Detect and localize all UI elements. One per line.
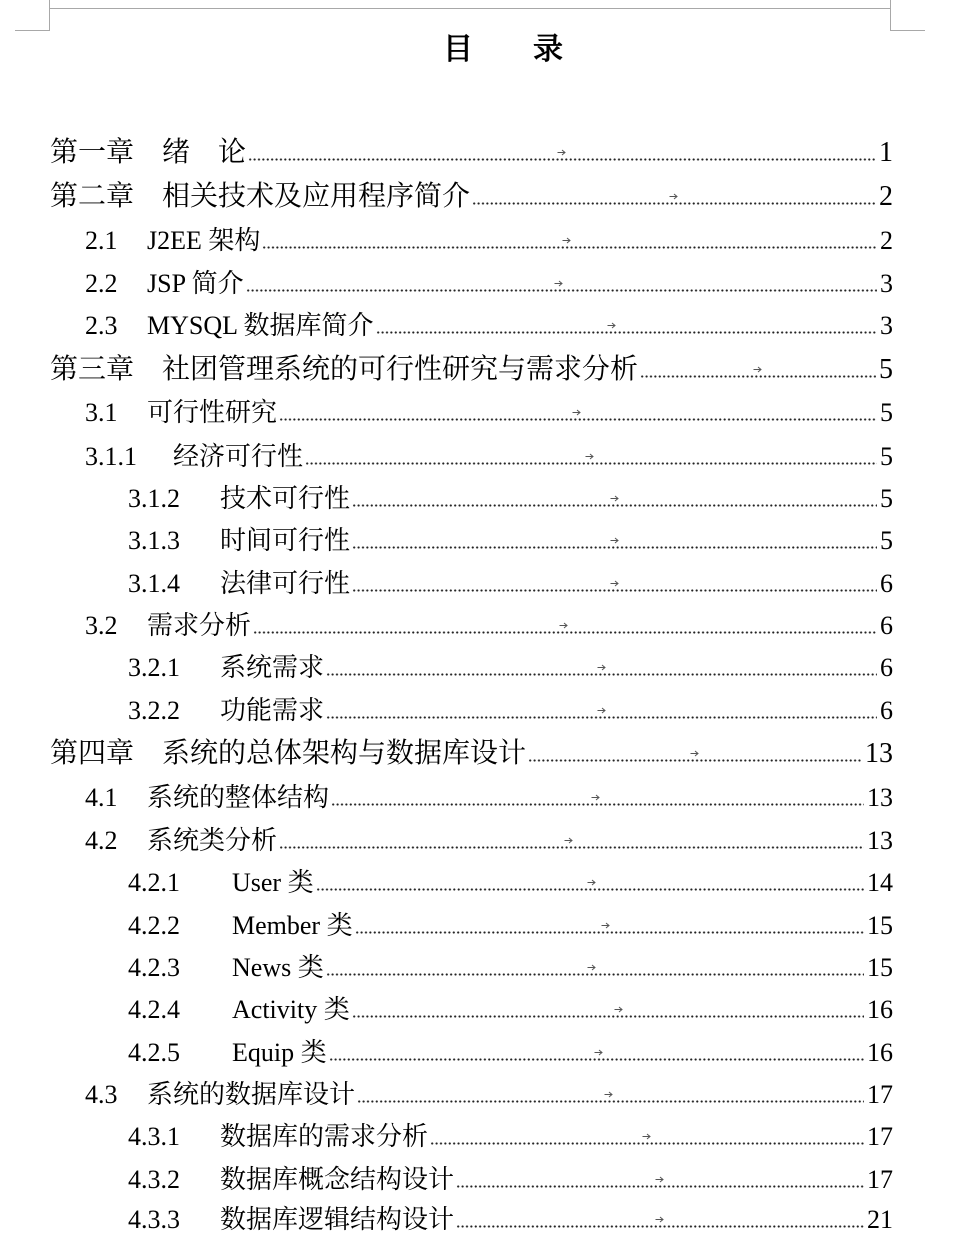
toc-entry bbox=[128, 953, 893, 982]
toc-entry-number: 4.2.2 bbox=[128, 911, 180, 940]
toc-entry-page: 6 bbox=[880, 611, 893, 640]
dot-leader bbox=[456, 1225, 864, 1228]
dot-leader bbox=[262, 246, 877, 249]
toc-entry bbox=[85, 269, 893, 298]
toc-entry bbox=[85, 611, 893, 640]
toc-entry-title: 系统需求 bbox=[220, 653, 325, 682]
tab-mark-icon bbox=[610, 580, 619, 587]
toc-entry-page: 21 bbox=[867, 1205, 893, 1233]
toc-entry bbox=[85, 1080, 893, 1109]
toc-entry-page: 3 bbox=[880, 269, 893, 298]
toc-entry-page: 5 bbox=[880, 442, 893, 471]
toc-entry bbox=[50, 354, 893, 385]
tab-mark-icon bbox=[610, 495, 619, 502]
dot-leader bbox=[472, 202, 876, 205]
header-rule bbox=[50, 8, 890, 9]
dot-leader bbox=[329, 1058, 864, 1061]
toc-entry-number: 2.2 bbox=[85, 269, 118, 298]
dot-leader bbox=[246, 289, 877, 292]
toc-entry bbox=[128, 653, 893, 682]
toc-entry-page: 5 bbox=[880, 526, 893, 555]
toc-entry-number: 3.1.4 bbox=[128, 569, 180, 598]
toc-entry-title: 可行性研究 bbox=[147, 398, 278, 427]
toc-entry-title: 时间可行性 bbox=[220, 526, 351, 555]
toc-entry-page: 5 bbox=[880, 398, 893, 427]
dot-leader bbox=[352, 589, 877, 592]
toc-entry bbox=[128, 1038, 893, 1067]
toc-entry-title: 数据库概念结构设计 bbox=[220, 1165, 455, 1194]
toc-entry bbox=[85, 783, 893, 812]
toc-entry-title: 绪 论 bbox=[162, 137, 247, 168]
tab-mark-icon bbox=[594, 1049, 603, 1056]
dot-leader bbox=[352, 1015, 864, 1018]
toc-entry-number: 第四章 bbox=[50, 738, 135, 769]
toc-entry-title: 需求分析 bbox=[147, 611, 252, 640]
toc-entry-title: 技术可行性 bbox=[220, 484, 351, 513]
toc-entry-number: 4.2.3 bbox=[128, 953, 180, 982]
toc-entry-title: JSP 简介 bbox=[147, 269, 244, 298]
crop-mark-right-horizontal bbox=[890, 30, 925, 31]
toc-entry-page: 14 bbox=[867, 868, 893, 897]
toc-entry-title: Equip 类 bbox=[232, 1038, 327, 1067]
tab-mark-icon bbox=[587, 879, 596, 886]
toc-entry-number: 4.3.1 bbox=[128, 1122, 180, 1151]
toc-entry-title: 经济可行性 bbox=[173, 442, 304, 471]
toc-entry-number: 4.2.5 bbox=[128, 1038, 180, 1067]
dot-leader bbox=[253, 631, 877, 634]
tab-mark-icon bbox=[642, 1133, 651, 1140]
toc-entry bbox=[50, 137, 893, 168]
dot-leader bbox=[331, 803, 864, 806]
tab-mark-icon bbox=[601, 922, 610, 929]
toc-entry bbox=[128, 995, 893, 1024]
crop-mark-left-vertical bbox=[49, 0, 50, 30]
toc-entry-page: 1 bbox=[879, 137, 893, 168]
toc-entry bbox=[85, 311, 893, 340]
toc-entry bbox=[85, 226, 893, 255]
toc-entry-title: 法律可行性 bbox=[220, 569, 351, 598]
toc-entry-title: 系统的整体结构 bbox=[147, 783, 330, 812]
dot-leader bbox=[279, 418, 877, 421]
toc-entry-number: 4.2.1 bbox=[128, 868, 180, 897]
tab-mark-icon bbox=[604, 1091, 613, 1098]
toc-entry-number: 第三章 bbox=[50, 354, 135, 385]
tab-mark-icon bbox=[554, 280, 563, 287]
tab-mark-icon bbox=[669, 193, 678, 200]
toc-entry-page: 15 bbox=[867, 953, 893, 982]
toc-entry-number: 2.3 bbox=[85, 311, 118, 340]
toc-entry bbox=[50, 738, 893, 769]
toc-entry bbox=[85, 442, 893, 471]
toc-entry-number: 第一章 bbox=[50, 137, 135, 168]
toc-entry-page: 13 bbox=[867, 826, 893, 855]
toc-entry-title: 系统类分析 bbox=[147, 826, 278, 855]
toc-entry-number: 4.2 bbox=[85, 826, 118, 855]
toc-entry-title: J2EE 架构 bbox=[147, 226, 261, 255]
toc-entry bbox=[128, 1205, 893, 1233]
tab-mark-icon bbox=[655, 1176, 664, 1183]
tab-mark-icon bbox=[610, 537, 619, 544]
crop-mark-right-vertical bbox=[890, 0, 891, 30]
dot-leader bbox=[326, 973, 864, 976]
toc-entry-number: 3.2.2 bbox=[128, 696, 180, 725]
toc-entry-page: 17 bbox=[867, 1122, 893, 1151]
tab-mark-icon bbox=[614, 1006, 623, 1013]
toc-entry-number: 3.1.3 bbox=[128, 526, 180, 555]
toc-entry-title: News 类 bbox=[232, 953, 324, 982]
dot-leader bbox=[326, 673, 877, 676]
toc-entry-title: 功能需求 bbox=[220, 696, 325, 725]
dot-leader bbox=[316, 888, 864, 891]
tab-mark-icon bbox=[597, 707, 606, 714]
toc-entry-number: 2.1 bbox=[85, 226, 118, 255]
dot-leader bbox=[357, 1100, 864, 1103]
toc-entry bbox=[50, 181, 893, 212]
dot-leader bbox=[248, 158, 876, 161]
toc-entry-page: 6 bbox=[880, 569, 893, 598]
toc-entry-number: 第二章 bbox=[50, 181, 135, 212]
tab-mark-icon bbox=[655, 1216, 664, 1223]
dot-leader bbox=[528, 759, 862, 762]
tab-mark-icon bbox=[572, 409, 581, 416]
tab-mark-icon bbox=[559, 622, 568, 629]
toc-entry-number: 3.1 bbox=[85, 398, 118, 427]
toc-title: 目 录 bbox=[443, 33, 563, 66]
toc-entry-number: 3.2.1 bbox=[128, 653, 180, 682]
tab-mark-icon bbox=[557, 149, 566, 156]
toc-entry bbox=[128, 484, 893, 513]
toc-entry-title: 社团管理系统的可行性研究与需求分析 bbox=[162, 354, 639, 385]
toc-entry bbox=[128, 526, 893, 555]
dot-leader bbox=[279, 846, 864, 849]
tab-mark-icon bbox=[562, 237, 571, 244]
toc-entry-page: 5 bbox=[880, 484, 893, 513]
toc-entry bbox=[128, 911, 893, 940]
tab-mark-icon bbox=[591, 794, 600, 801]
toc-entry-page: 16 bbox=[867, 995, 893, 1024]
tab-mark-icon bbox=[564, 837, 573, 844]
toc-entry-page: 5 bbox=[879, 354, 893, 385]
toc-entry-title: 数据库逻辑结构设计 bbox=[220, 1205, 455, 1233]
toc-entry-title: 相关技术及应用程序简介 bbox=[162, 181, 471, 212]
tab-mark-icon bbox=[607, 322, 616, 329]
dot-leader bbox=[305, 462, 877, 465]
toc-entry-number: 4.1 bbox=[85, 783, 118, 812]
tab-mark-icon bbox=[585, 453, 594, 460]
toc-entry-number: 4.3.2 bbox=[128, 1165, 180, 1194]
toc-entry bbox=[128, 868, 893, 897]
toc-entry-page: 3 bbox=[880, 311, 893, 340]
crop-mark-left-horizontal bbox=[15, 30, 50, 31]
toc-entry-page: 17 bbox=[867, 1080, 893, 1109]
toc-entry-number: 4.3 bbox=[85, 1080, 118, 1109]
toc-entry-page: 13 bbox=[865, 738, 893, 769]
toc-entry bbox=[85, 826, 893, 855]
toc-entry bbox=[85, 398, 893, 427]
dot-leader bbox=[326, 716, 877, 719]
toc-entry-number: 3.1.1 bbox=[85, 442, 137, 471]
tab-mark-icon bbox=[690, 750, 699, 757]
toc-entry-title: 数据库的需求分析 bbox=[220, 1122, 429, 1151]
dot-leader bbox=[352, 504, 877, 507]
toc-entry bbox=[128, 1165, 893, 1194]
tab-mark-icon bbox=[753, 366, 762, 373]
toc-entry-page: 15 bbox=[867, 911, 893, 940]
toc-entry-page: 2 bbox=[880, 226, 893, 255]
toc-entry-title: 系统的总体架构与数据库设计 bbox=[162, 738, 527, 769]
toc-entry-number: 4.3.3 bbox=[128, 1205, 180, 1233]
toc-entry-title: 系统的数据库设计 bbox=[147, 1080, 356, 1109]
toc-entry-number: 3.1.2 bbox=[128, 484, 180, 513]
toc-entry-page: 13 bbox=[867, 783, 893, 812]
toc-entry-number: 4.2.4 bbox=[128, 995, 180, 1024]
toc-entry-title: MYSQL 数据库简介 bbox=[147, 311, 374, 340]
toc-entry-page: 6 bbox=[880, 653, 893, 682]
dot-leader bbox=[352, 546, 877, 549]
toc-entry-page: 2 bbox=[879, 181, 893, 212]
toc-entry bbox=[128, 1122, 893, 1151]
toc-entry bbox=[128, 569, 893, 598]
toc-entry-title: User 类 bbox=[232, 868, 314, 897]
tab-mark-icon bbox=[597, 664, 606, 671]
dot-leader bbox=[376, 331, 877, 334]
dot-leader bbox=[430, 1142, 864, 1145]
toc-entry-number: 3.2 bbox=[85, 611, 118, 640]
toc-entry bbox=[128, 696, 893, 725]
tab-mark-icon bbox=[587, 964, 596, 971]
toc-entry-page: 17 bbox=[867, 1165, 893, 1194]
dot-leader bbox=[640, 375, 876, 378]
toc-entry-page: 16 bbox=[867, 1038, 893, 1067]
toc-entry-page: 6 bbox=[880, 696, 893, 725]
toc-entry-title: Member 类 bbox=[232, 911, 353, 940]
dot-leader bbox=[456, 1185, 864, 1188]
toc-entry-title: Activity 类 bbox=[232, 995, 350, 1024]
dot-leader bbox=[355, 931, 864, 934]
